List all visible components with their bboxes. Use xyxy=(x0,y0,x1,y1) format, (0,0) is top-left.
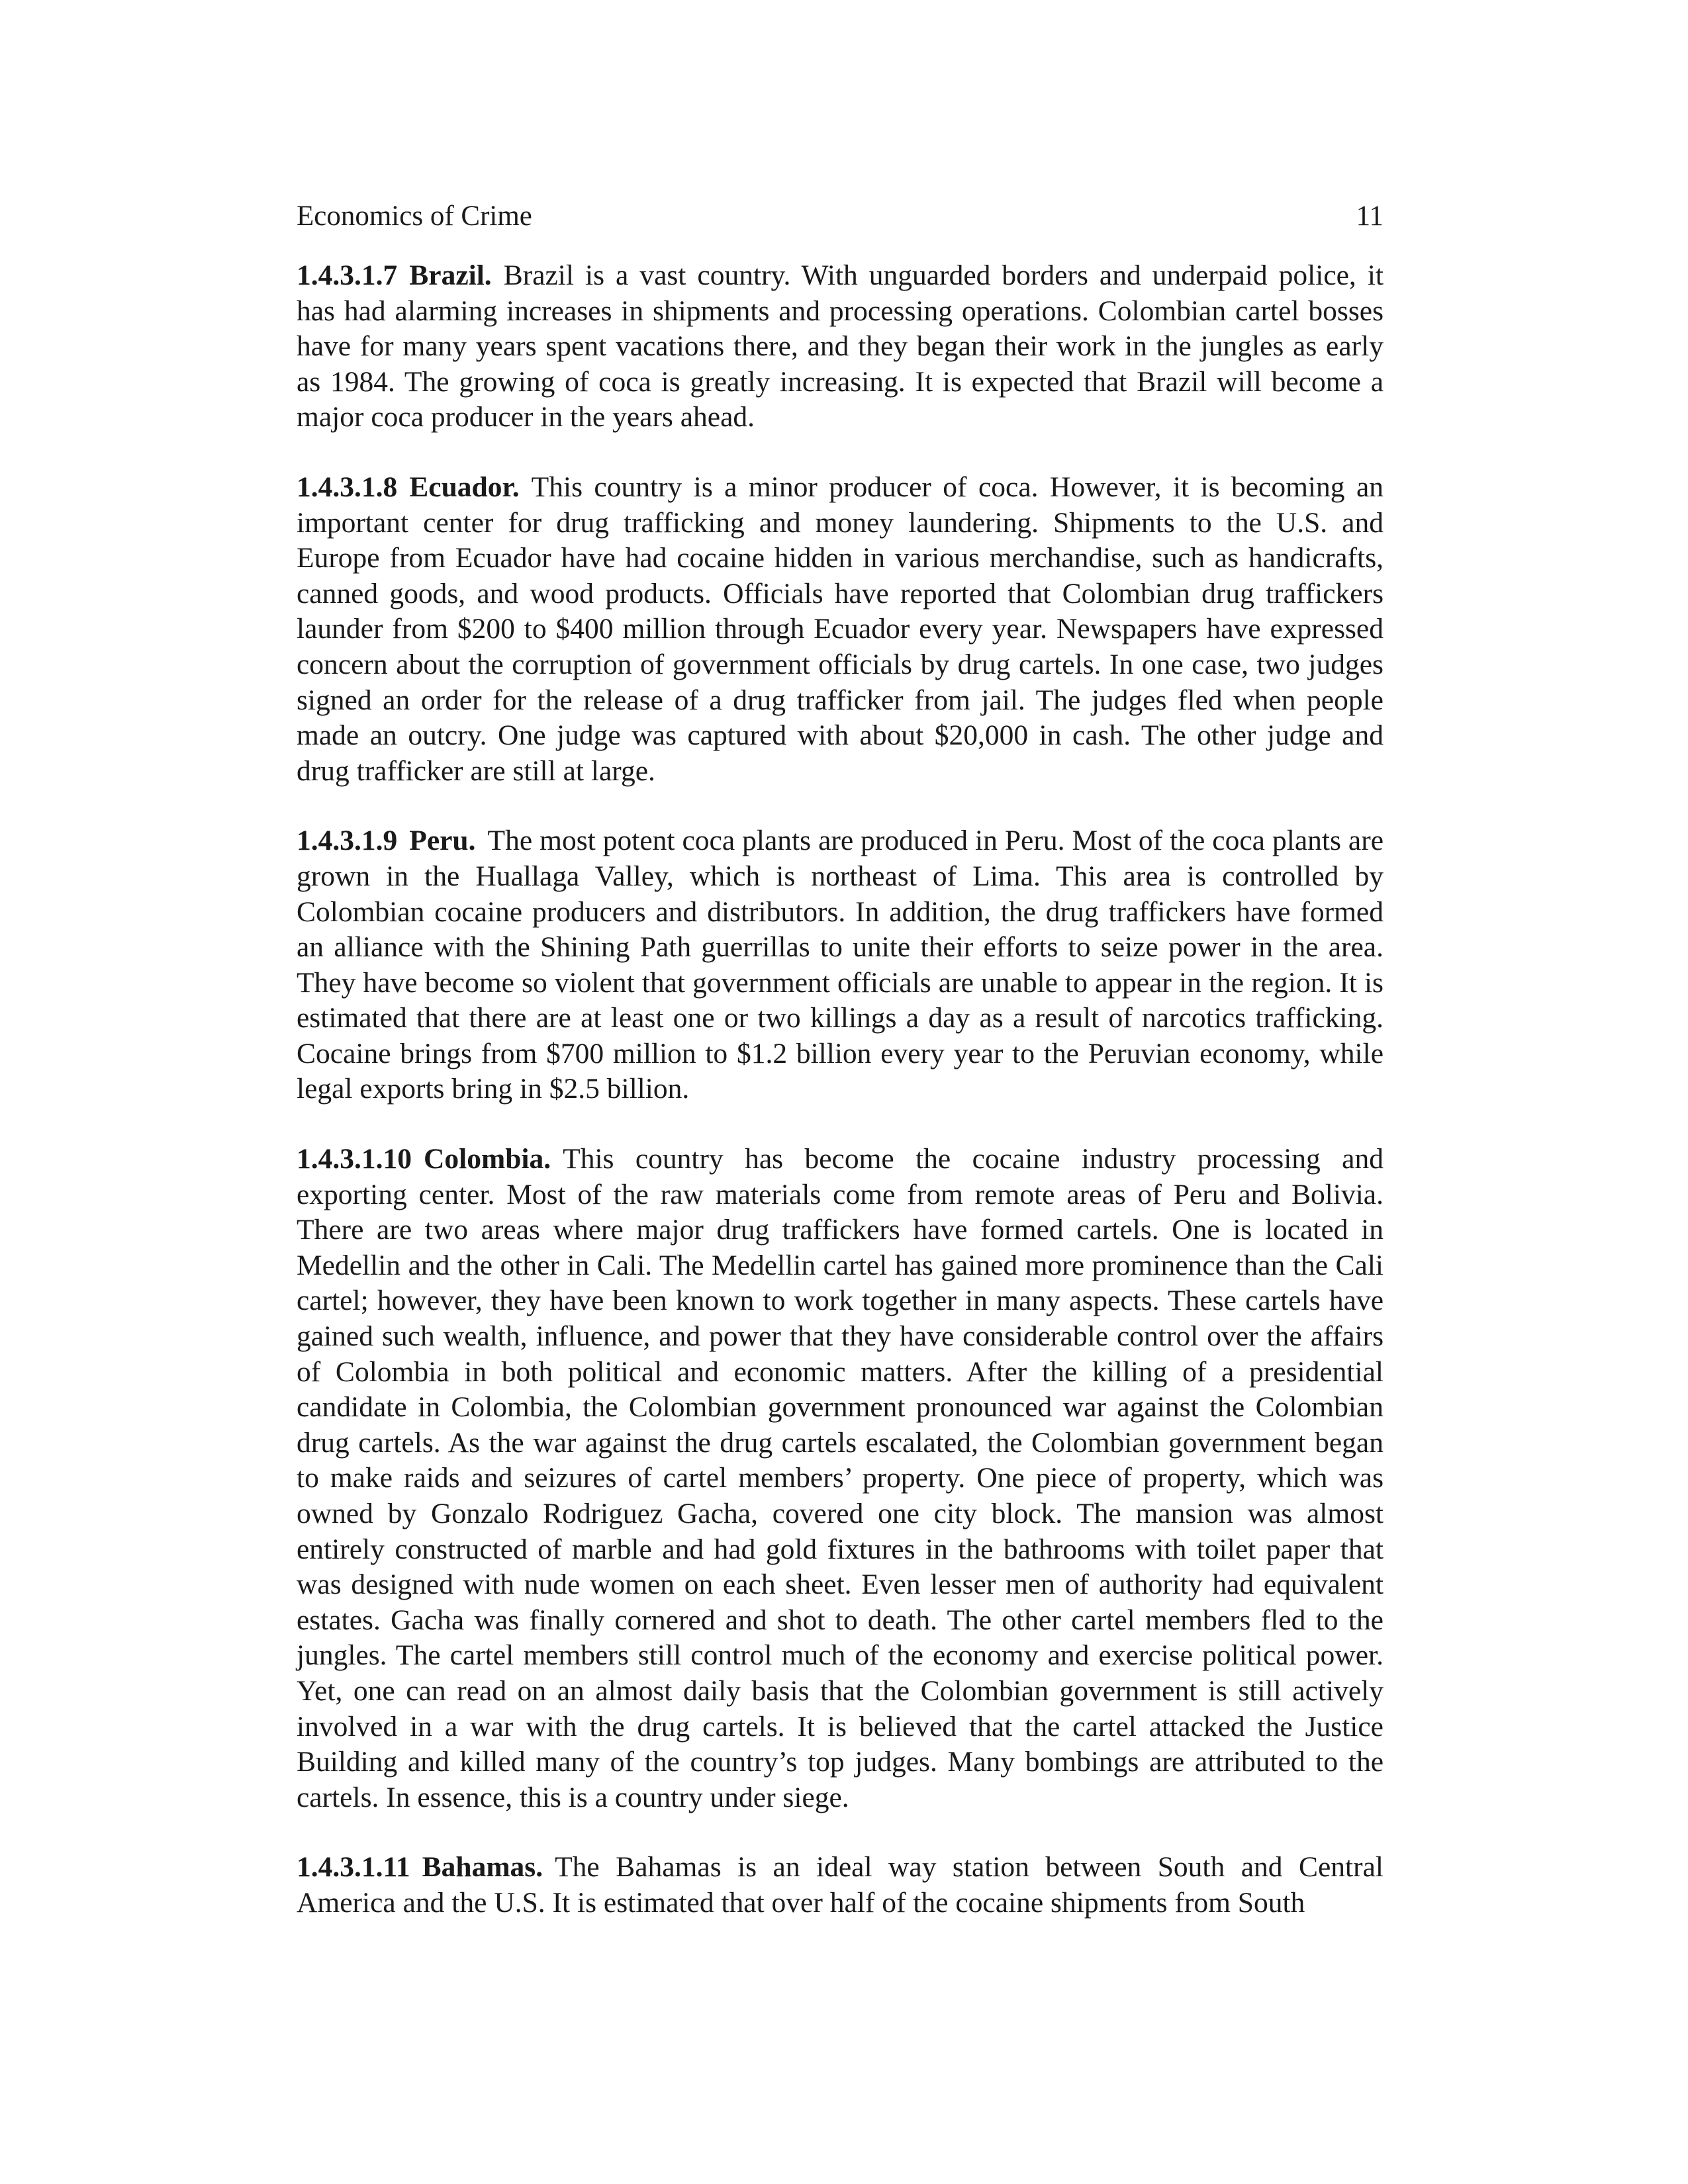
section-text: The Bahamas is an ideal way station between South and Central America and the U.S. It is estimated that over half of the cocaine shipments from South xyxy=(297,1851,1383,1919)
section-number: 1.4.3.1.11 xyxy=(297,1851,410,1884)
section-title: Colombia. xyxy=(424,1143,551,1175)
section-bahamas xyxy=(297,1850,1383,1921)
section-text: Brazil is a vast country. With unguarded borders and underpaid police, it has had alarming increases in shipments and processing operations. Colombian cartel bosses have for many years spent vacations there, and they began their work in the jungles as early as 1984. The growing of coca is greatly increasing. It is expected that Brazil will become a major coca producer in the years ahead. xyxy=(297,259,1383,433)
section-peru xyxy=(297,823,1383,1107)
section-colombia xyxy=(297,1142,1383,1815)
section-brazil xyxy=(297,258,1383,435)
section-number: 1.4.3.1.10 xyxy=(297,1143,412,1175)
running-title: Economics of Crime xyxy=(297,201,532,232)
section-number: 1.4.3.1.9 xyxy=(297,825,398,857)
section-text: This country has become the cocaine industry processing and exporting center. Most of the raw materials come from remote areas of Peru and Bolivia. There are two areas where major drug traffickers have formed cartels. One is located in Medellin and the other in Cali. The Medellin cartel has gained more prominence than the Cali cartel; however, they have been known to work together in many aspects. These cartels have gained such wealth, influence, and power that they have considerable control over the affairs of Colombia in both political and economic matters. After the killing of a presidential candidate in Colombia, the Colombian government pronounced war against the Colombian drug cartels. As the war against the drug cartels escalated, the Colombian government began to make raids and seizures of cartel members’ property. One piece of property, which was owned by Gonzalo Rodriguez Gacha, covered one city block. The mansion was almost entirely constructed of marble and had gold fixtures in the bathrooms with toilet paper that was designed with nude women on each sheet. Even lesser men of authority had equivalent estates. Gacha was finally cornered and shot to death. The other cartel members fled to the jungles. The cartel members still control much of the economy and exercise political power. Yet, one can read on an almost daily basis that the Colombian government is still actively involved in a war with the drug cartels. It is believed that the cartel attacked the Justice Building and killed many of the country’s top judges. Many bombings are attributed to the cartels. In essence, this is a country under siege. xyxy=(297,1143,1383,1813)
section-title: Peru. xyxy=(409,825,476,857)
running-head xyxy=(297,199,1383,234)
section-ecuador xyxy=(297,470,1383,789)
section-text: The most potent coca plants are produced in Peru. Most of the coca plants are grown in the Huallaga Valley, which is northeast of Lima. This area is controlled by Colombian cocaine producers and distributors. In addition, the drug traffickers have formed an alliance with the Shining Path guerrillas to unite their efforts to seize power in the area. They have become so violent that government officials are unable to appear in the region. It is estimated that there are at least one or two killings a day as a result of narcotics trafficking. Cocaine brings from $700 million to $1.2 billion every year to the Peruvian economy, while legal exports bring in $2.5 billion. xyxy=(297,825,1383,1105)
page-number: 11 xyxy=(1356,201,1383,232)
section-title: Bahamas. xyxy=(422,1851,543,1884)
section-number: 1.4.3.1.8 xyxy=(297,471,398,503)
page xyxy=(297,199,1383,1956)
section-number: 1.4.3.1.7 xyxy=(297,259,398,291)
section-title: Brazil. xyxy=(409,259,492,291)
section-text: This country is a minor producer of coca. However, it is becoming an important center for drug trafficking and money laundering. Shipments to the U.S. and Europe from Ecuador have had cocaine hidden in various merchandise, such as handicrafts, canned goods, and wood products. Officials have reported that Colombian drug traffickers launder from $200 to $400 million through Ecuador every year. Newspapers have expressed concern about the corruption of government officials by drug cartels. In one case, two judges signed an order for the release of a drug trafficker from jail. The judges fled when people made an outcry. One judge was captured with about $20,000 in cash. The other judge and drug trafficker are still at large. xyxy=(297,471,1383,787)
section-title: Ecuador. xyxy=(409,471,520,503)
body-text xyxy=(297,258,1383,1921)
